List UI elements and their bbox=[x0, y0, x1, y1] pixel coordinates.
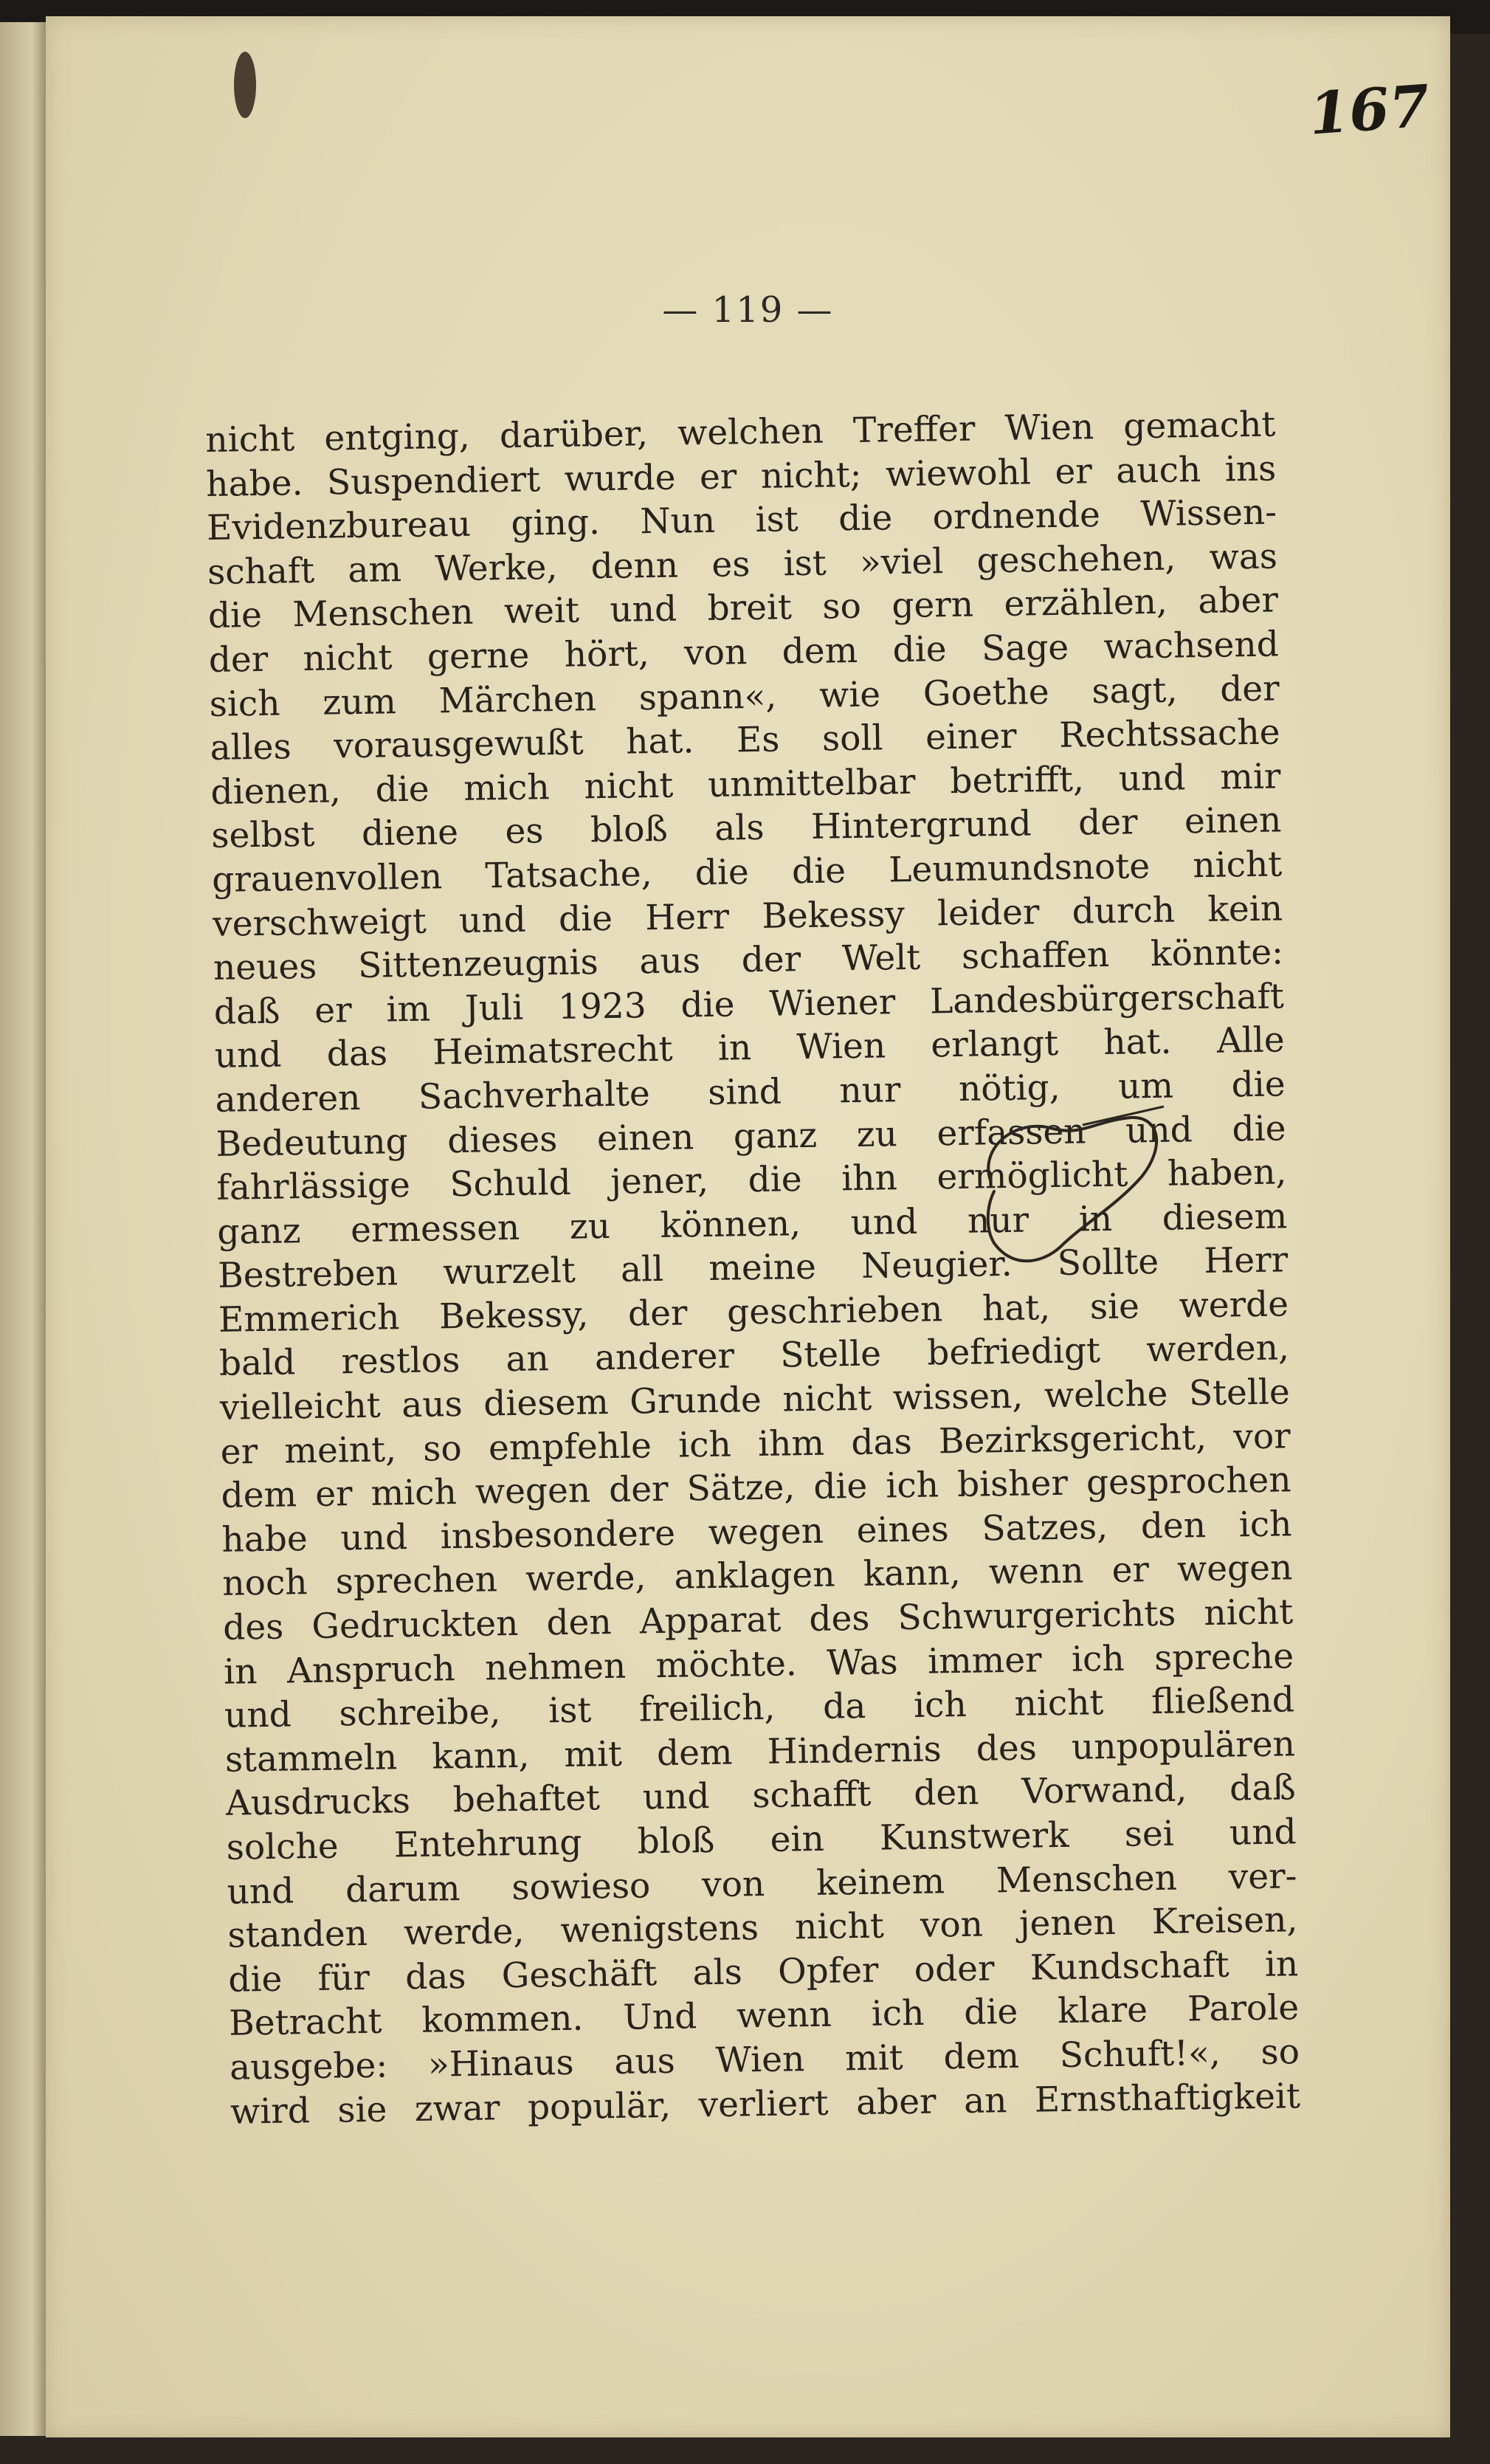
text-line: habe und insbesondere wegen eines Satzes, den ich bbox=[221, 1504, 1292, 1560]
text-line: daß er im Juli 1923 die Wiener Landesbürgerschaft bbox=[213, 976, 1285, 1033]
text-line: noch sprechen werde, anklagen kann, wenn er wegen bbox=[222, 1547, 1293, 1605]
text-line: und darum sowieso von keinem Menschen ver- bbox=[227, 1855, 1297, 1913]
text-line: ganz ermessen zu können, und nur in diesem bbox=[216, 1196, 1288, 1253]
pencil-annotation-icon bbox=[972, 1095, 1171, 1273]
text-line: nicht entging, darüber, welchen Treffer Wien gemacht bbox=[205, 404, 1276, 461]
text-line: Emmerich Bekessy, der geschrieben hat, sie werde bbox=[218, 1284, 1289, 1341]
text-line: standen werde, wenigstens nicht von jenen Kreisen, bbox=[227, 1899, 1298, 1956]
text-line: alles vorausgewußt hat. Es soll einer Rechtssache bbox=[210, 712, 1280, 769]
text-line: Bestreben wurzelt all meine Neugier. Sollte Herr bbox=[217, 1239, 1289, 1297]
text-line: neues Sittenzeugnis aus der Welt schaffen könnte: bbox=[213, 932, 1284, 989]
text-line: Evidenzbureau ging. Nun ist die ordnende Wissen- bbox=[206, 492, 1277, 549]
text-line: habe. Suspendiert wurde er nicht; wiewohl er auch ins bbox=[205, 448, 1277, 505]
text-line: die Menschen weit und breit so gern erzählen, aber bbox=[207, 579, 1279, 637]
text-line: ausgebe: »Hinaus aus Wien mit dem Schuft!«, so bbox=[229, 2031, 1300, 2088]
text-line: des Gedruckten den Apparat des Schwurgerichts nicht bbox=[222, 1591, 1294, 1648]
handwritten-folio-number: 167 bbox=[1307, 72, 1432, 148]
text-line: er meint, so empfehle ich ihm das Bezirksgericht, vor bbox=[220, 1415, 1291, 1473]
page-number: — 119 — bbox=[662, 289, 834, 331]
text-line: die für das Geschäft als Opfer oder Kundschaft in bbox=[227, 1944, 1299, 2000]
text-line: dienen, die mich nicht unmittelbar betrifft, und mir bbox=[210, 756, 1281, 813]
text-line: Ausdrucks behaftet und schafft den Vorwand, daß bbox=[225, 1767, 1297, 1825]
text-line: vielleicht aus diesem Grunde nicht wissen, welche Stelle bbox=[219, 1372, 1291, 1428]
text-line: Bedeutung dieses einen ganz zu erfassen und die bbox=[215, 1107, 1286, 1165]
text-line: in Anspruch nehmen möchte. Was immer ich spreche bbox=[223, 1635, 1294, 1693]
left-page-edge bbox=[0, 22, 46, 2436]
text-line: solche Entehrung bloß ein Kunstwerk sei und bbox=[226, 1811, 1297, 1868]
text-line: anderen Sachverhalte sind nur nötig, um die bbox=[215, 1064, 1286, 1121]
text-line: sich zum Märchen spann«, wie Goethe sagt, der bbox=[209, 668, 1280, 725]
text-line: verschweigt und die Herr Bekessy leider durch kein bbox=[212, 887, 1283, 945]
text-line: schaft am Werke, denn es ist »viel geschehen, was bbox=[207, 536, 1278, 593]
text-line: wird sie zwar populär, verliert aber an Ernsthaftigkeit bbox=[230, 2075, 1301, 2133]
text-line: grauenvollen Tatsache, die die Leumundsnote nicht bbox=[211, 844, 1283, 901]
book-page bbox=[46, 16, 1450, 2437]
text-line: dem er mich wegen der Sätze, die ich bisher gesprochen bbox=[221, 1459, 1291, 1517]
text-line: der nicht gerne hört, von dem die Sage wachsend bbox=[208, 624, 1280, 681]
text-line: Betracht kommen. Und wenn ich die klare Parole bbox=[228, 1987, 1300, 2045]
text-line: selbst diene es bloß als Hintergrund der einen bbox=[210, 799, 1282, 857]
binding-hole-mark bbox=[234, 52, 256, 118]
text-line: bald restlos an anderer Stelle befriedigt werden, bbox=[218, 1327, 1290, 1385]
text-line: und schreibe, ist freilich, da ich nicht fließend bbox=[224, 1679, 1295, 1737]
text-line: stammeln kann, mit dem Hindernis des unpopulären bbox=[224, 1724, 1296, 1780]
text-line: und das Heimatsrecht in Wien erlangt hat. Alle bbox=[214, 1019, 1286, 1077]
text-line: fahrlässige Schuld jener, die ihn ermöglicht haben, bbox=[216, 1152, 1287, 1208]
